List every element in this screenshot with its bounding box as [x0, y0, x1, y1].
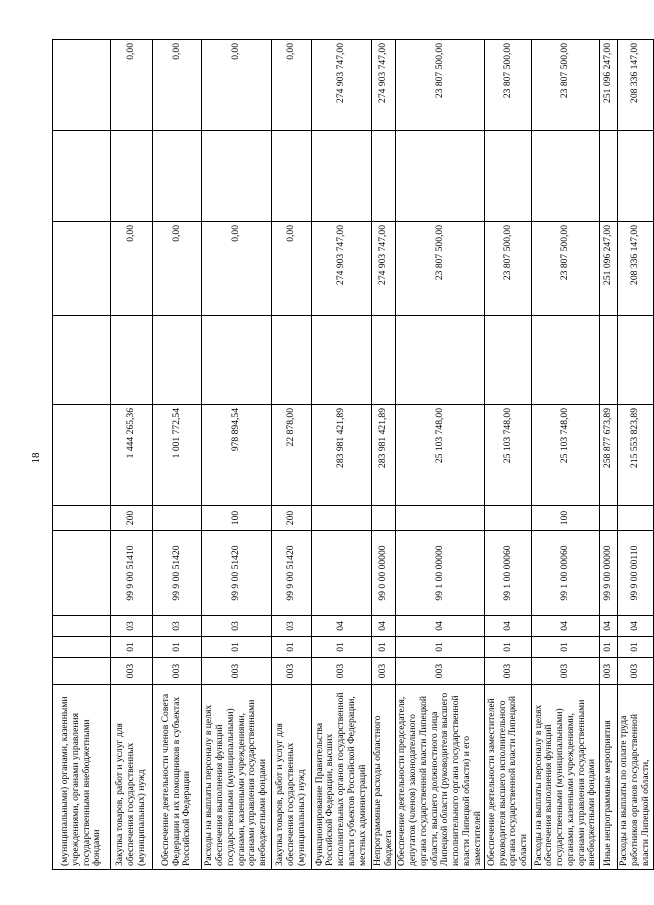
amount-year-2-cell: 251 096 247,00	[600, 222, 618, 316]
target-article-cell	[53, 531, 111, 616]
amount-year-1-cell	[53, 405, 111, 506]
expense-type-cell	[396, 506, 485, 531]
amount-year-1-cell: 25 103 748,00	[396, 405, 485, 506]
expense-type-cell: 200	[111, 506, 153, 531]
spacer-cell	[202, 131, 272, 222]
target-article-cell: 99 9 00 00110	[618, 531, 653, 616]
amount-year-2-cell	[53, 222, 111, 316]
spacer-cell	[53, 316, 111, 405]
target-article-cell: 99 9 00 51420	[153, 531, 202, 616]
amount-year-3-cell: 274 903 747,00	[372, 40, 396, 131]
spacer-cell	[312, 316, 372, 405]
subsection-code-cell: 04	[600, 616, 618, 637]
page-number: 18	[30, 452, 42, 464]
subsection-code-cell: 04	[372, 616, 396, 637]
amount-year-3-cell: 23 807 500,00	[485, 40, 532, 131]
row-name-cell: Непрограммные расходы областного бюджета	[372, 685, 396, 870]
budget-table-body	[53, 40, 654, 870]
table-row	[600, 40, 618, 870]
table-row	[153, 40, 202, 870]
spacer-cell	[272, 316, 312, 405]
expense-type-cell	[600, 506, 618, 531]
target-article-cell: 99 9 00 00000	[600, 531, 618, 616]
spacer-cell	[272, 131, 312, 222]
table-row	[312, 40, 372, 870]
spacer-cell	[202, 316, 272, 405]
spacer-cell	[600, 131, 618, 222]
expense-type-cell	[372, 506, 396, 531]
table-row	[618, 40, 653, 870]
spacer-cell	[532, 131, 600, 222]
target-article-cell: 99 0 00 00000	[372, 531, 396, 616]
spacer-cell	[618, 316, 653, 405]
expense-type-cell	[53, 506, 111, 531]
row-name-cell: Закупка товаров, работ и услуг для обеспечения государственных (муниципальных) нужд	[272, 685, 312, 870]
amount-year-1-cell: 1 001 772,54	[153, 405, 202, 506]
amount-year-3-cell: 208 336 147,00	[618, 40, 653, 131]
amount-year-2-cell: 0,00	[111, 222, 153, 316]
table-row	[532, 40, 600, 870]
target-article-cell: 99 9 00 51420	[202, 531, 272, 616]
row-name-cell: Обеспечение деятельности заместителей руководителя высшего исполнительного органа государственной власти Липецкой области	[485, 685, 532, 870]
administrator-code-cell: 003	[396, 658, 485, 685]
subsection-code-cell: 03	[272, 616, 312, 637]
subsection-code-cell: 03	[153, 616, 202, 637]
amount-year-2-cell: 274 903 747,00	[312, 222, 372, 316]
subsection-code-cell: 04	[532, 616, 600, 637]
amount-year-3-cell	[53, 40, 111, 131]
section-code-cell: 01	[372, 637, 396, 658]
amount-year-2-cell: 23 807 500,00	[396, 222, 485, 316]
spacer-cell	[618, 131, 653, 222]
table-row	[202, 40, 272, 870]
target-article-cell: 99 1 00 00060	[485, 531, 532, 616]
administrator-code-cell: 003	[532, 658, 600, 685]
section-code-cell: 01	[618, 637, 653, 658]
spacer-cell	[372, 131, 396, 222]
administrator-code-cell: 003	[111, 658, 153, 685]
table-row	[372, 40, 396, 870]
row-name-cell: Иные непрограммные мероприятия	[600, 685, 618, 870]
amount-year-1-cell: 25 103 748,00	[485, 405, 532, 506]
table-row	[396, 40, 485, 870]
page-content	[52, 40, 651, 870]
subsection-code-cell	[53, 616, 111, 637]
subsection-code-cell: 03	[111, 616, 153, 637]
expense-type-cell	[153, 506, 202, 531]
table-row	[111, 40, 153, 870]
amount-year-3-cell: 0,00	[202, 40, 272, 131]
rotated-page	[52, 40, 651, 870]
amount-year-2-cell: 23 807 500,00	[532, 222, 600, 316]
budget-table	[52, 39, 654, 870]
target-article-cell: 99 9 00 51420	[272, 531, 312, 616]
target-article-cell: 99 1 00 00000	[396, 531, 485, 616]
amount-year-2-cell: 0,00	[153, 222, 202, 316]
row-name-cell: Обеспечение деятельности председателя, депутатов (членов) законодательного органа государственной власти Липецкой области, высшего должностного лица Липецкой области (руководителя высшего исполнительного органа государственной власти Липецкой области) и его заместителей	[396, 685, 485, 870]
target-article-cell	[312, 531, 372, 616]
amount-year-2-cell: 208 336 147,00	[618, 222, 653, 316]
target-article-cell: 99 9 00 51410	[111, 531, 153, 616]
table-row	[53, 40, 111, 870]
section-code-cell: 01	[312, 637, 372, 658]
amount-year-1-cell: 283 981 421,89	[372, 405, 396, 506]
subsection-code-cell: 04	[485, 616, 532, 637]
row-name-cell: Обеспечение деятельности членов Совета Федерации и их помощников в субъектах Российской Федерации	[153, 685, 202, 870]
spacer-cell	[396, 131, 485, 222]
section-code-cell: 01	[485, 637, 532, 658]
row-name-cell: Функционирование Правительства Российской Федерации, высших исполнительных органов государственной власти субъектов Российской Федерации, местных администраций	[312, 685, 372, 870]
spacer-cell	[153, 316, 202, 405]
spacer-cell	[485, 131, 532, 222]
amount-year-3-cell: 0,00	[153, 40, 202, 131]
amount-year-2-cell: 274 903 747,00	[372, 222, 396, 316]
administrator-code-cell: 003	[600, 658, 618, 685]
administrator-code-cell: 003	[312, 658, 372, 685]
subsection-code-cell: 04	[396, 616, 485, 637]
amount-year-3-cell: 23 807 500,00	[532, 40, 600, 131]
subsection-code-cell: 04	[312, 616, 372, 637]
spacer-cell	[396, 316, 485, 405]
administrator-code-cell: 003	[618, 658, 653, 685]
row-name-cell: Расходы на выплаты по оплате труда работников органов государственной власти Липецкой области,	[618, 685, 653, 870]
administrator-code-cell: 003	[202, 658, 272, 685]
amount-year-3-cell: 0,00	[111, 40, 153, 131]
amount-year-3-cell: 251 096 247,00	[600, 40, 618, 131]
amount-year-3-cell: 0,00	[272, 40, 312, 131]
row-name-cell: (муниципальными) органами, казенными учреждениями, органами управления государственными внебюджетными фондами	[53, 685, 111, 870]
section-code-cell: 01	[153, 637, 202, 658]
amount-year-1-cell: 258 877 673,89	[600, 405, 618, 506]
amount-year-1-cell: 22 878,00	[272, 405, 312, 506]
amount-year-1-cell: 283 981 421,89	[312, 405, 372, 506]
subsection-code-cell: 03	[202, 616, 272, 637]
spacer-cell	[111, 131, 153, 222]
amount-year-2-cell: 23 807 500,00	[485, 222, 532, 316]
administrator-code-cell	[53, 658, 111, 685]
section-code-cell: 01	[600, 637, 618, 658]
amount-year-1-cell: 1 444 265,36	[111, 405, 153, 506]
spacer-cell	[53, 131, 111, 222]
expense-type-cell: 100	[532, 506, 600, 531]
target-article-cell: 99 1 00 00060	[532, 531, 600, 616]
administrator-code-cell: 003	[485, 658, 532, 685]
amount-year-1-cell: 215 553 823,89	[618, 405, 653, 506]
spacer-cell	[372, 316, 396, 405]
amount-year-3-cell: 274 903 747,00	[312, 40, 372, 131]
section-code-cell: 01	[532, 637, 600, 658]
section-code-cell: 01	[111, 637, 153, 658]
expense-type-cell	[618, 506, 653, 531]
amount-year-1-cell: 978 894,54	[202, 405, 272, 506]
spacer-cell	[600, 316, 618, 405]
section-code-cell: 01	[396, 637, 485, 658]
row-name-cell: Закупка товаров, работ и услуг для обеспечения государственных (муниципальных) нужд	[111, 685, 153, 870]
expense-type-cell: 100	[202, 506, 272, 531]
subsection-code-cell: 04	[618, 616, 653, 637]
spacer-cell	[153, 131, 202, 222]
expense-type-cell	[485, 506, 532, 531]
administrator-code-cell: 003	[272, 658, 312, 685]
row-name-cell: Расходы на выплаты персоналу в целях обеспечения выполнения функций государственными (муниципальными) органами, казенными учреждениями, органами управления государственными внебюджетными фондами	[202, 685, 272, 870]
expense-type-cell	[312, 506, 372, 531]
amount-year-3-cell: 23 807 500,00	[396, 40, 485, 131]
table-row	[272, 40, 312, 870]
spacer-cell	[532, 316, 600, 405]
section-code-cell	[53, 637, 111, 658]
amount-year-2-cell: 0,00	[272, 222, 312, 316]
administrator-code-cell: 003	[372, 658, 396, 685]
administrator-code-cell: 003	[153, 658, 202, 685]
spacer-cell	[485, 316, 532, 405]
amount-year-2-cell: 0,00	[202, 222, 272, 316]
spacer-cell	[111, 316, 153, 405]
amount-year-1-cell: 25 103 748,00	[532, 405, 600, 506]
spacer-cell	[312, 131, 372, 222]
table-row	[485, 40, 532, 870]
row-name-cell: Расходы на выплаты персоналу в целях обеспечения выполнения функций государственными (муниципальными) органами, казенными учреждениями, органами управления государственными внебюджетными фондами	[532, 685, 600, 870]
expense-type-cell: 200	[272, 506, 312, 531]
section-code-cell: 01	[272, 637, 312, 658]
section-code-cell: 01	[202, 637, 272, 658]
